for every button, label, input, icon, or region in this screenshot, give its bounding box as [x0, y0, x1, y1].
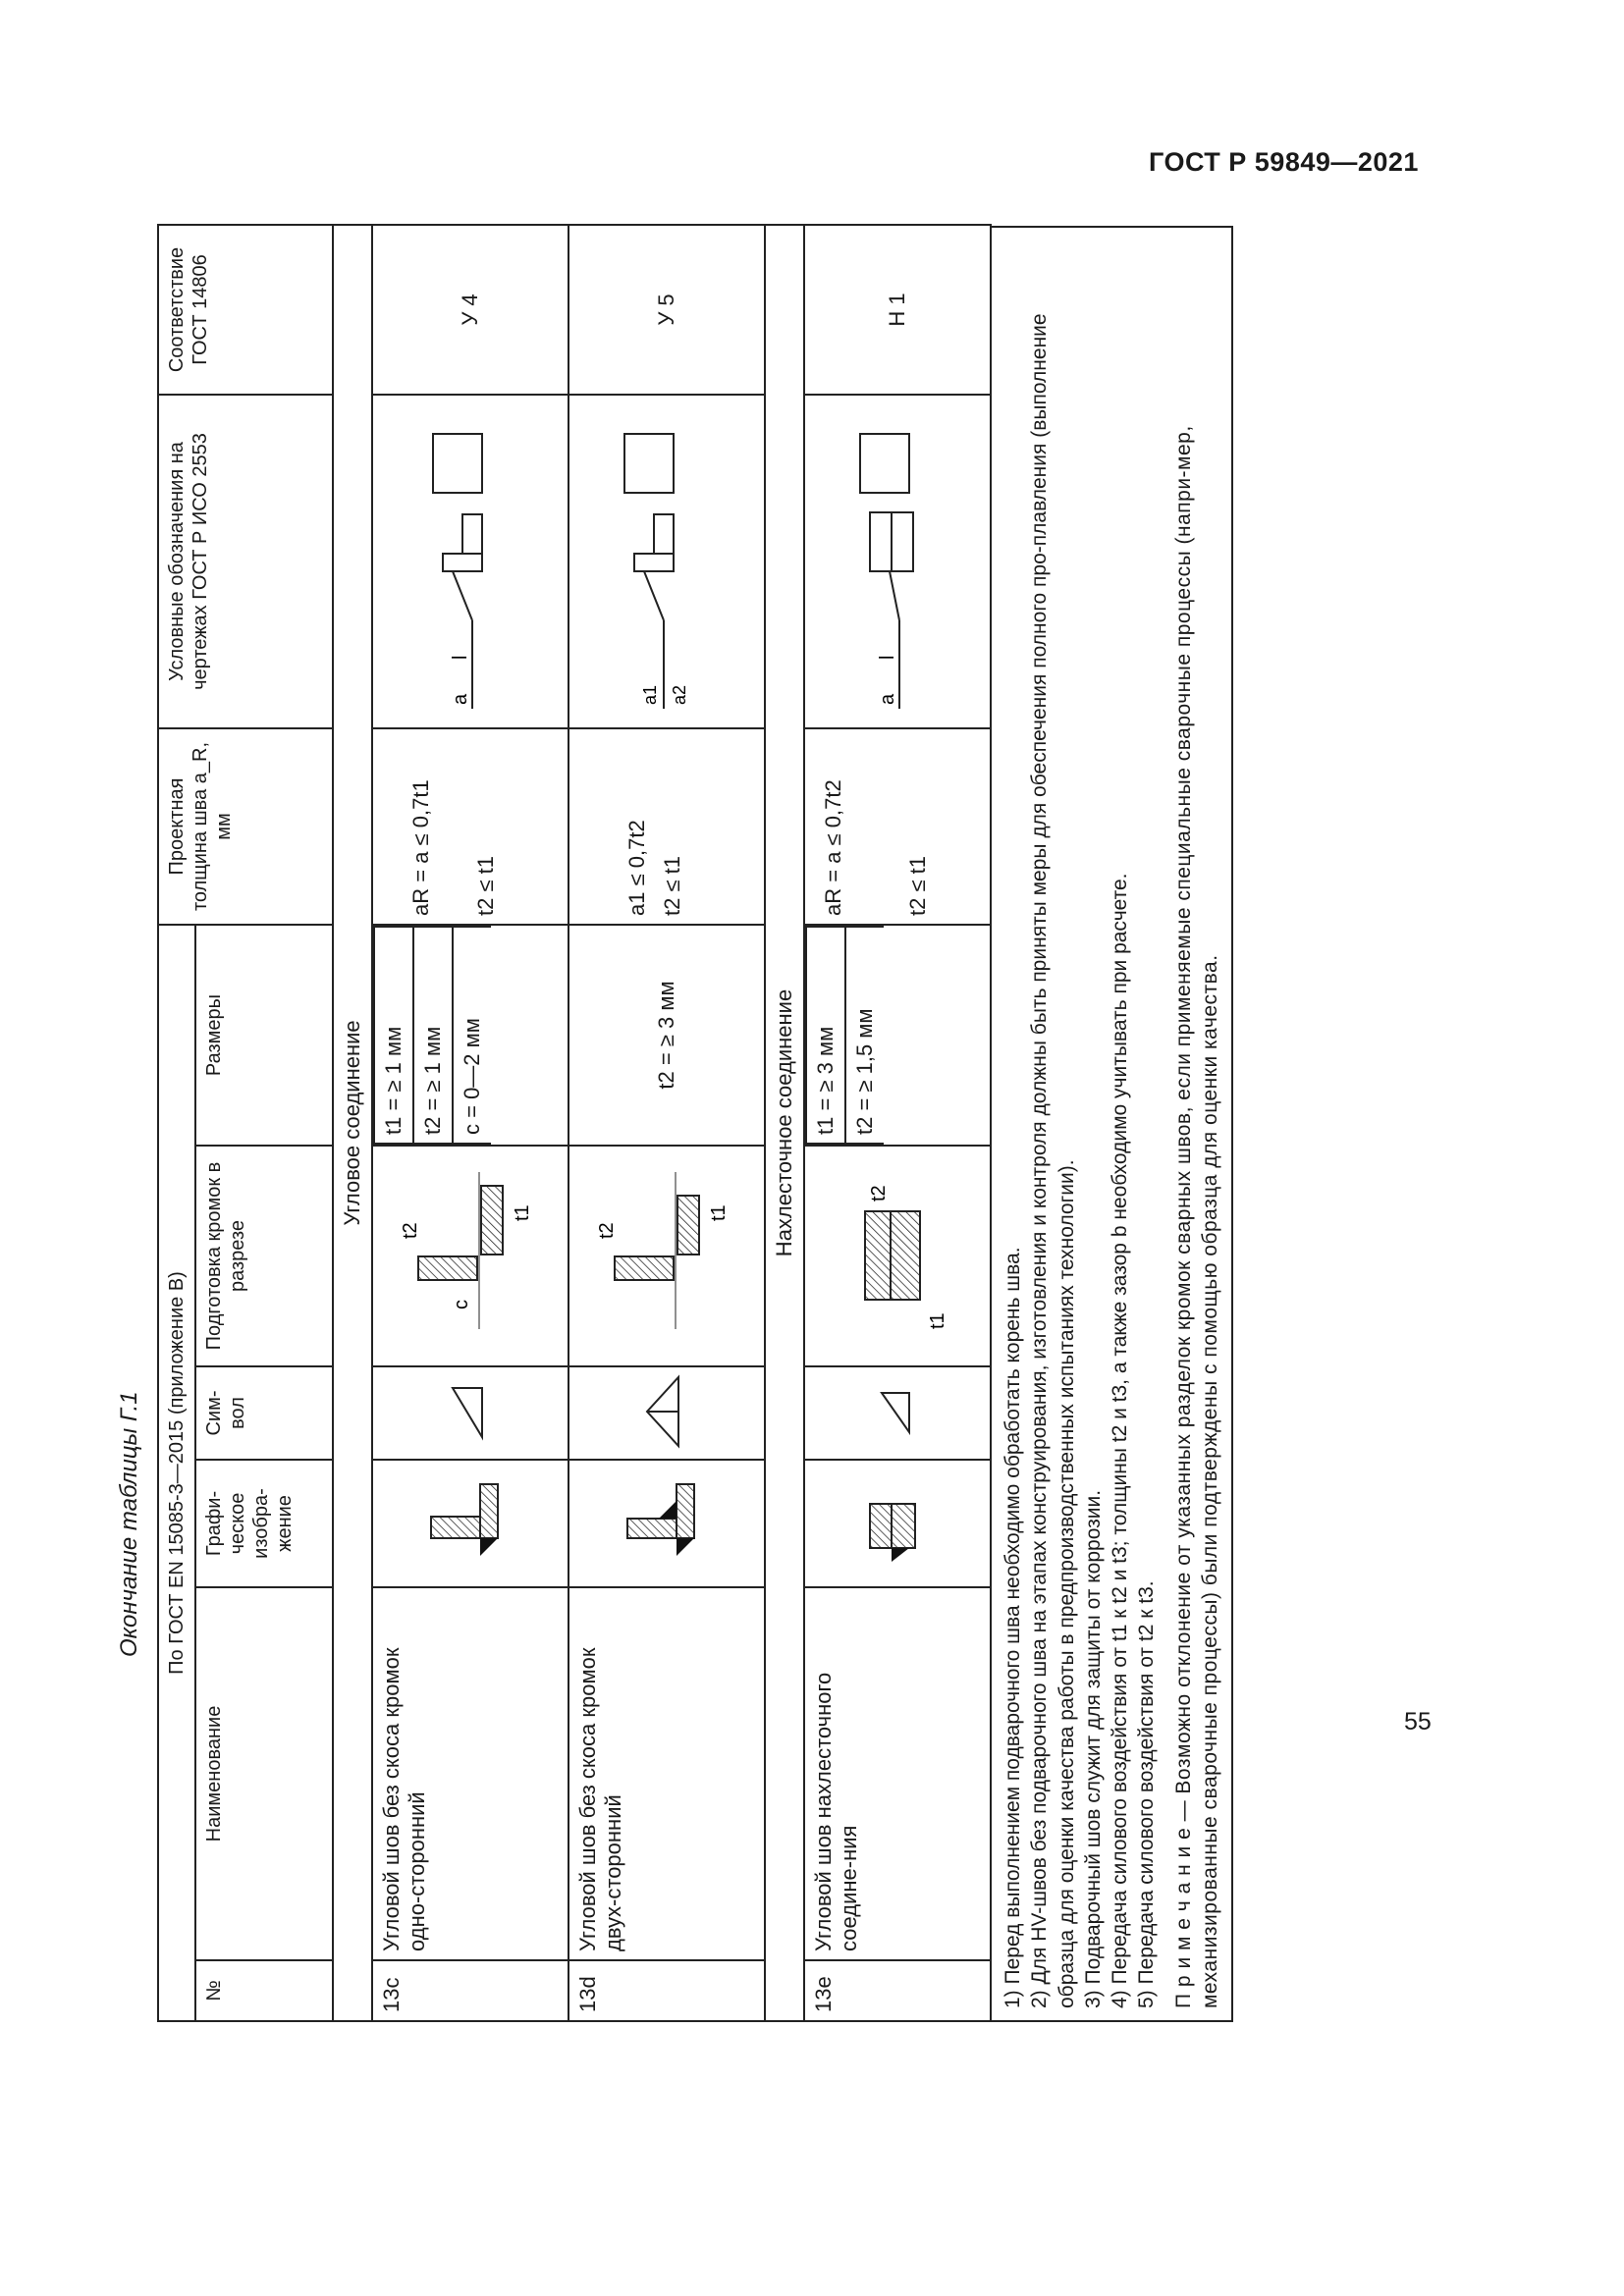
dims-cell	[372, 925, 568, 1146]
label-t2: t2	[400, 1222, 421, 1240]
thickness-value: aR = a ≤ 0,7t2	[821, 779, 845, 916]
weld-symbol	[568, 1366, 765, 1460]
weld-graphic	[568, 1460, 765, 1587]
label-l: l	[877, 655, 898, 660]
header-correspondence: Соответствие ГОСТ 14806	[158, 225, 333, 395]
dim-value: t2 = ≥ 1 мм	[413, 927, 453, 1144]
weld-graphic-icon	[423, 1479, 512, 1568]
fillet-symbol-icon	[443, 1379, 492, 1448]
thickness-value: t2 ≤ t1	[473, 855, 498, 916]
thickness-value: t2 ≤ t1	[905, 855, 930, 916]
header-name: Наименование	[195, 1587, 333, 1960]
dim-value: t1 = ≥ 1 мм	[374, 927, 413, 1144]
table-row	[804, 225, 991, 2021]
correspondence-cell: Н 1	[804, 225, 991, 395]
dim-value: t1 = ≥ 3 мм	[806, 927, 845, 1144]
designation-drawing	[840, 404, 948, 719]
table-row	[372, 225, 568, 2021]
dim-value: t2 = ≥ 3 мм	[568, 925, 765, 1146]
label-t2: t2	[868, 1185, 890, 1202]
weld-graphic	[372, 1460, 568, 1587]
header-prep: Подготовка кромок в разрезе	[195, 1146, 333, 1366]
label-t2: t2	[596, 1222, 618, 1240]
header-designation: Условные обозначения на чертежах ГОСТ Р ИСО 2553	[158, 395, 333, 728]
dims-subtable	[805, 926, 884, 1145]
correspondence-cell: У 5	[568, 225, 765, 395]
weld-graphic-icon	[620, 1479, 708, 1568]
footnote: 3) Подварочный шов служит для защиты от коррозии.	[1081, 1489, 1105, 2008]
label-t1: t1	[927, 1312, 948, 1330]
section-title: Угловое соединение	[333, 225, 372, 2021]
label-a: a	[450, 693, 471, 705]
thickness-value: t2 ≤ t1	[660, 855, 684, 916]
edge-prep-drawing	[595, 1163, 732, 1350]
table-row	[568, 225, 765, 2021]
label-c: c	[451, 1300, 472, 1310]
footnote: 5) Передача силового воздействия от t2 к t3.	[1135, 1580, 1159, 2008]
correspondence-cell: У 4	[372, 225, 568, 395]
edge-prep	[568, 1146, 765, 1366]
group-header: По ГОСТ EN 15085-3—2015 (приложение В)	[158, 925, 195, 2021]
edge-prep	[372, 1146, 568, 1366]
designation-cell	[372, 395, 568, 728]
label-a: a	[877, 693, 898, 705]
weld-graphic	[804, 1460, 991, 1587]
thickness-value: a1 ≤ 0,7t2	[624, 820, 649, 916]
document-code: ГОСТ Р 59849—2021	[1149, 147, 1419, 177]
designation-cell	[568, 395, 765, 728]
designation-drawing	[605, 404, 723, 719]
thickness-cell	[568, 728, 765, 925]
designation-drawing	[413, 404, 521, 719]
section-title: Нахлесточное соединение	[765, 225, 804, 2021]
edge-prep	[804, 1146, 991, 1366]
label-t1: t1	[708, 1204, 730, 1222]
double-fillet-symbol-icon	[639, 1372, 688, 1451]
header-graphic: Графи-ческое изобра-жение	[195, 1460, 333, 1587]
header-num: №	[195, 1960, 333, 2021]
label-a1: a1	[640, 684, 660, 705]
row-num: 13e	[804, 1960, 991, 2021]
header-dims: Размеры	[195, 925, 333, 1146]
designation-cell	[804, 395, 991, 728]
header-symbol: Сим-вол	[195, 1366, 333, 1460]
label-l: l	[450, 655, 471, 660]
label-a2: a2	[670, 684, 689, 705]
thickness-cell	[804, 728, 991, 925]
row-name: Угловой шов без скоса кромок одно-сторонний	[372, 1587, 568, 1960]
table-remark: П р и м е ч а н и е — Возможно отклонение от указанных разделок кромок сварных швов, если применяемые специальные сварочные процессы (напри-мер, механизированные сварочные процессы) были подтверждены с помощью образца для оценки качества.	[1171, 425, 1222, 2008]
thickness-value: aR = a ≤ 0,7t1	[408, 779, 433, 916]
dims-cell	[804, 925, 991, 1146]
weld-symbol	[804, 1366, 991, 1460]
weld-graphic-icon	[850, 1479, 939, 1568]
footnote: 1) Перед выполнением подварочного шва необходимо обработать корень шва.	[1001, 1247, 1024, 2008]
label-t1: t1	[512, 1204, 533, 1222]
page-number: 55	[1404, 1708, 1432, 1735]
table-caption: Окончание таблицы Г.1	[116, 1391, 142, 1657]
row-name: Угловой шов нахлесточного соедине-ния	[804, 1587, 991, 1960]
dim-value: c = 0—2 мм	[453, 927, 491, 1144]
header-thickness: Проектная толщина шва a_R, мм	[158, 728, 333, 925]
row-num: 13c	[372, 1960, 568, 2021]
row-num: 13d	[568, 1960, 765, 2021]
weld-table	[157, 224, 992, 2022]
row-name: Угловой шов без скоса кромок двух-сторонний	[568, 1587, 765, 1960]
footnote: 4) Передача силового воздействия от t1 к t2 и t3; толщины t2 и t3, а также зазор b необходимо учитывать при расчете.	[1109, 873, 1132, 2008]
table-notes	[992, 226, 1233, 2022]
fillet-symbol-icon	[870, 1379, 919, 1448]
thickness-cell	[372, 728, 568, 925]
weld-symbol	[372, 1366, 568, 1460]
edge-prep-drawing	[399, 1163, 536, 1350]
edge-prep-drawing	[826, 1163, 963, 1350]
footnote: 2) Для HV-швов без подварочного шва на этапах конструирования, изготовления и контроля должны быть приняты меры для обеспечения полного про-плавления (выполнение образца для оценки качества работы в предпроизводственных испытаниях технологии).	[1028, 313, 1078, 2008]
rotated-table-container	[157, 226, 1296, 2022]
dims-subtable	[373, 926, 491, 1145]
dim-value: t2 = ≥ 1,5 мм	[845, 927, 884, 1144]
